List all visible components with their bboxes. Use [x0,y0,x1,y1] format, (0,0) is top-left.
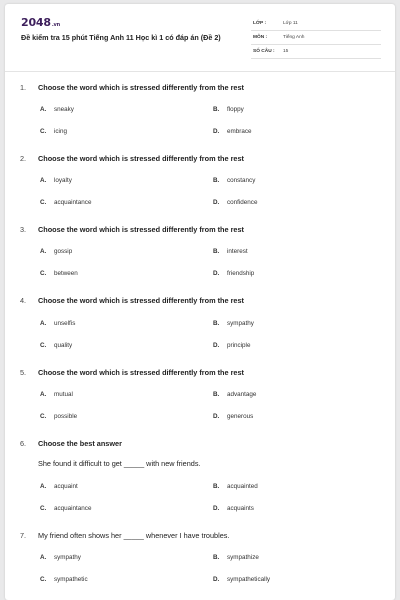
question-number: 2. [20,154,27,163]
option-b[interactable]: B. sympathy [213,320,254,327]
question-number: 6. [20,439,27,448]
option-b[interactable]: B. acquainted [213,483,258,490]
option-c[interactable]: C. icing [40,128,67,135]
option-d[interactable]: D. acquaints [213,505,254,512]
option-c[interactable]: C. between [40,270,78,277]
option-c[interactable]: C. acquaintance [40,505,92,512]
option-c[interactable]: C. acquaintance [40,199,92,206]
option-d[interactable]: D. friendship [213,270,255,277]
option-b[interactable]: B. sympathize [213,554,259,561]
meta-label: SỐ CÂU : [253,49,275,54]
option-b[interactable]: B. advantage [213,391,257,398]
option-b[interactable]: B. interest [213,248,248,255]
meta-value: 15 [283,49,289,54]
logo-text: 2048 [21,16,51,29]
page-title: Đề kiểm tra 15 phút Tiếng Anh 11 Học kì 1 có đáp án (Đề 2) [21,33,221,42]
option-a[interactable]: A. gossip [40,248,73,255]
site-logo[interactable] [21,16,60,29]
question-prompt: Choose the word which is stressed differently from the rest [38,154,244,163]
question-prompt: Choose the word which is stressed differently from the rest [38,296,244,305]
option-a[interactable]: A. unselfis [40,320,76,327]
option-d[interactable]: D. confidence [213,199,258,206]
worksheet-page [5,4,395,600]
logo-suffix: .vn [51,22,60,28]
option-a[interactable]: A. loyalty [40,177,72,184]
question-prompt: Choose the best answer [38,439,122,448]
question-prompt: Choose the word which is stressed differently from the rest [38,368,244,377]
option-a[interactable]: A. mutual [40,391,73,398]
option-c[interactable]: C. possible [40,413,78,420]
option-d[interactable]: D. embrace [213,128,252,135]
option-d[interactable]: D. principle [213,342,251,349]
question-stem: My friend often shows her _____ whenever I have troubles. [38,531,230,540]
question-number: 5. [20,368,27,377]
question-number: 3. [20,225,27,234]
header-divider [5,71,395,72]
question-stem: She found it difficult to get _____ with new friends. [38,459,201,468]
meta-value: Lớp 11 [283,21,298,26]
option-a[interactable]: A. sneaky [40,106,74,113]
meta-label: MÔN : [253,35,268,40]
question-number: 4. [20,296,27,305]
option-b[interactable]: B. constancy [213,177,256,184]
meta-value: Tiếng Anh [283,35,305,40]
option-b[interactable]: B. floppy [213,106,244,113]
option-a[interactable]: A. acquaint [40,483,78,490]
option-c[interactable]: C. quality [40,342,73,349]
question-prompt: Choose the word which is stressed differently from the rest [38,83,244,92]
meta-label: LỚP : [253,21,267,26]
question-prompt: Choose the word which is stressed differently from the rest [38,225,244,234]
option-c[interactable]: C. sympathetic [40,576,88,583]
option-d[interactable]: D. sympathetically [213,576,271,583]
question-number: 1. [20,83,27,92]
worksheet-header [5,4,395,70]
option-a[interactable]: A. sympathy [40,554,81,561]
meta-row-class [251,20,381,31]
meta-row-count [251,48,381,59]
question-number: 7. [20,531,27,540]
meta-row-subject [251,34,381,45]
option-d[interactable]: D. generous [213,413,254,420]
